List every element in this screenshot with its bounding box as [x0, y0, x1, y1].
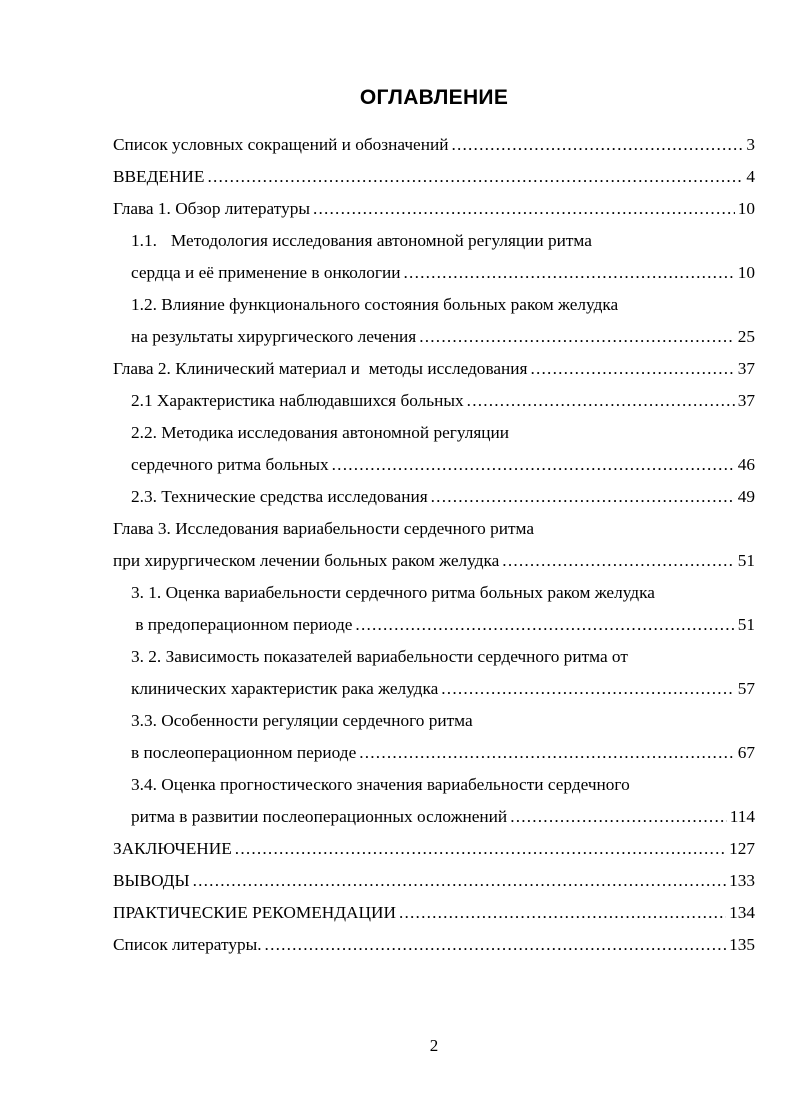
toc-leader-dots [502, 545, 734, 577]
toc-leader-dots [235, 833, 726, 865]
toc-entry-text: сердечного ритма больных [131, 455, 329, 474]
toc-entry-section-3-2-line1: 3. 2. Зависимость показателей вариабельности сердечного ритма от [131, 647, 628, 666]
toc-entry-section-1-2 [131, 321, 755, 353]
toc-page-number: 25 [737, 327, 755, 346]
toc-leader-dots [431, 481, 735, 513]
toc-entry-section-3-1 [131, 609, 755, 641]
toc-leader-dots [265, 929, 727, 961]
toc-entry-section-3-2 [131, 673, 755, 705]
toc-entry-chapter-2 [113, 353, 755, 385]
toc-leader-dots [441, 673, 734, 705]
toc-leader-dots [313, 193, 735, 225]
toc-entry-text: ЗАКЛЮЧЕНИЕ [113, 839, 232, 858]
toc-entry-section-1-1 [131, 257, 755, 289]
toc-leader-dots [359, 737, 734, 769]
toc-entry-text: в предоперационном периоде [131, 615, 353, 634]
toc-entry-text: Список условных сокращений и обозначений [113, 135, 449, 154]
toc-section-number: 1.1. [131, 231, 157, 250]
toc-leader-dots [404, 257, 735, 289]
toc-page-number: 133 [729, 871, 755, 890]
toc-page-number: 10 [737, 263, 755, 282]
toc-entry-introduction [113, 161, 755, 193]
toc-entry-section-3-1-line1: 3. 1. Оценка вариабельности сердечного ритма больных раком желудка [131, 583, 655, 602]
toc-entry-text: ПРАКТИЧЕСКИЕ РЕКОМЕНДАЦИИ [113, 903, 396, 922]
toc-entry-text: Глава 1. Обзор литературы [113, 199, 310, 218]
toc-page-number: 46 [737, 455, 755, 474]
toc-entry-abbreviations [113, 129, 755, 161]
toc-entry-recommendations [113, 897, 755, 929]
toc-entry-findings [113, 865, 755, 897]
toc-entry-text: ВВЕДЕНИЕ [113, 167, 205, 186]
toc-leader-dots [207, 161, 743, 193]
toc-leader-dots [451, 129, 743, 161]
toc-leader-dots [419, 321, 734, 353]
toc-entry-section-1-2-line1: 1.2. Влияние функционального состояния больных раком желудка [131, 295, 619, 314]
toc-entry-text: на результаты хирургического лечения [131, 327, 417, 346]
toc-page-number: 57 [737, 679, 755, 698]
toc-page-number: 3 [746, 135, 755, 154]
toc-entry-text: при хирургическом лечении больных раком желудка [113, 551, 500, 570]
toc-entry-text: ВЫВОДЫ [113, 871, 190, 890]
toc-entry-text: 2.3. Технические средства исследования [131, 487, 428, 506]
toc-page-number: 4 [746, 167, 755, 186]
toc-leader-dots [531, 353, 735, 385]
toc-entry-references [113, 929, 755, 961]
toc-entry-section-2-3 [131, 481, 755, 513]
toc-entry-chapter-3 [113, 545, 755, 577]
toc-entry-section-2-2 [131, 449, 755, 481]
toc-leader-dots [355, 609, 734, 641]
toc-leader-dots [399, 897, 726, 929]
toc-page-number: 114 [729, 807, 755, 826]
page-title: ОГЛАВЛЕНИЕ [359, 86, 509, 109]
toc-entry-section-2-1 [131, 385, 755, 417]
toc-page-number: 37 [737, 391, 755, 410]
toc-page-number: 134 [729, 903, 755, 922]
toc-page-number: 49 [737, 487, 755, 506]
toc-entry-section-2-2-line1: 2.2. Методика исследования автономной регуляции [131, 423, 510, 442]
toc-page-number: 67 [737, 743, 755, 762]
toc-entry-text: Методология исследования автономной регуляции ритма [170, 231, 592, 250]
toc-entry-conclusion [113, 833, 755, 865]
toc-entry-section-3-4 [131, 801, 755, 833]
toc-entry-chapter-1 [113, 193, 755, 225]
toc-page-number: 135 [729, 935, 755, 954]
toc-page-number: 127 [729, 839, 755, 858]
toc-entry-text: Глава 2. Клинический материал и методы исследования [113, 359, 528, 378]
toc-entry-section-3-3-line1: 3.3. Особенности регуляции сердечного ритма [131, 711, 473, 730]
toc-entry-text: ритма в развитии послеоперационных осложнений [131, 807, 508, 826]
toc-leader-dots [193, 865, 726, 897]
toc-page-number: 51 [737, 615, 755, 634]
toc-leader-dots [332, 449, 735, 481]
toc-entry-section-3-4-line1: 3.4. Оценка прогностического значения вариабельности сердечного [131, 775, 630, 794]
toc-entry-text: клинических характеристик рака желудка [131, 679, 439, 698]
toc-entry-text: 2.1 Характеристика наблюдавшихся больных [131, 391, 464, 410]
toc-entry-section-1-1-line1 [131, 225, 592, 257]
toc-page-number: 51 [737, 551, 755, 570]
toc-page-number: 10 [737, 199, 755, 218]
toc-leader-dots [467, 385, 735, 417]
toc-entry-chapter-3-line1: Глава 3. Исследования вариабельности сердечного ритма [113, 519, 535, 538]
toc-entry-text: Список литературы. [113, 935, 262, 954]
toc-entry-text: сердца и её применение в онкологии [131, 263, 401, 282]
toc-leader-dots [510, 801, 727, 833]
toc-entry-text: в послеоперационном периоде [131, 743, 357, 762]
toc-entry-section-3-3 [131, 737, 755, 769]
page-number: 2 [429, 1036, 439, 1055]
toc-page-number: 37 [737, 359, 755, 378]
